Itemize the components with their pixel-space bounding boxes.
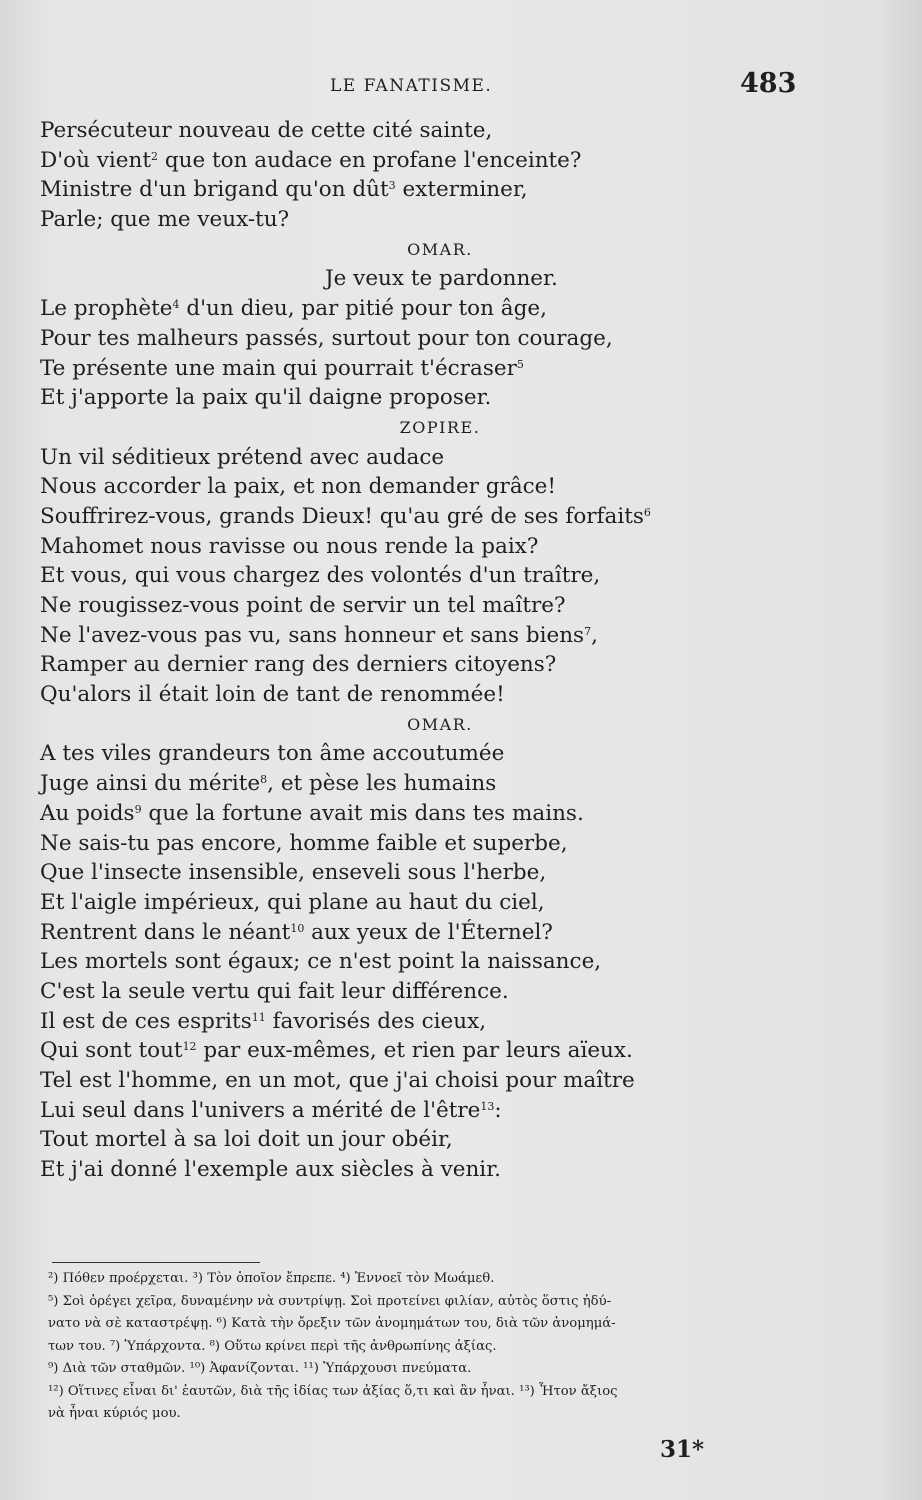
text-segment: Ne l'avez-vous pas vu, sans honneur et sans biens — [40, 622, 585, 648]
verse-text — [40, 116, 800, 1185]
text-segment: Souffrirez-vous, grands Dieux! qu'au gré de ses forfaits — [40, 503, 644, 529]
footnote-line: ²) Πόθεν προέρχεται. ³) Τὸν ὁποῖον ἔπρεπε. ⁴) Ἐννοεῖ τὸν Μωάμεθ. — [48, 1271, 495, 1286]
footnote-line: νατο νὰ σὲ καταστρέψῃ. ⁶) Κατὰ τὴν ὄρεξιν τῶν ἀνομημάτων του, διὰ τῶν ἀνομημά- — [48, 1316, 616, 1331]
text-segment: Que l'insecte insensible, enseveli sous l'herbe, — [40, 860, 547, 886]
footnote-ref: 13 — [480, 1099, 495, 1113]
speaker-name — [40, 710, 800, 740]
text-segment: , — [591, 622, 598, 648]
verse-line — [40, 1155, 800, 1185]
footnote-ref: 6 — [643, 505, 651, 519]
text-segment: Et l'aigle impérieux, qui plane au haut du ciel, — [40, 889, 545, 915]
verse-line — [40, 918, 800, 948]
text-segment: Nous accorder la paix, et non demander grâce! — [40, 474, 557, 500]
text-segment: Et j'apporte la paix qu'il daigne proposer. — [40, 385, 492, 411]
text-segment: exterminer, — [395, 177, 528, 203]
running-title: LE FANATISME. — [330, 76, 493, 96]
text-segment: d'un dieu, par pitié pour ton âge, — [179, 296, 547, 322]
text-segment: Le prophète — [40, 296, 173, 322]
verse-line — [40, 1066, 800, 1096]
footnote-line: νὰ ἦναι κύριός μου. — [48, 1406, 181, 1421]
text-segment: Pour tes malheurs passés, surtout pour ton courage, — [40, 325, 613, 351]
footnotes — [48, 1268, 818, 1426]
text-segment: Qu'alors il était loin de tant de renommée! — [40, 682, 505, 708]
verse-line — [40, 947, 800, 977]
verse-line — [40, 324, 800, 354]
footnote-ref: 5 — [516, 357, 524, 371]
text-segment: Te présente une main qui pourrait t'écraser — [40, 355, 517, 381]
verse-line — [40, 1125, 800, 1155]
footnote-line: ⁵) Σοὶ ὀρέγει χεῖρα, δυναμένην νὰ συντρίψῃ. Σοὶ προτείνει φιλίαν, αὐτὸς ὅστις ἠδύ- — [48, 1293, 612, 1309]
text-segment: Parle; que me veux-tu? — [40, 207, 290, 233]
verse-line — [40, 354, 800, 384]
footnote-ref: 11 — [251, 1010, 266, 1024]
verse-line — [40, 888, 800, 918]
footnote-ref: 4 — [172, 298, 180, 312]
verse-line — [40, 205, 800, 235]
footnote-ref: 7 — [584, 624, 592, 638]
verse-line — [40, 502, 800, 532]
text-segment: Lui seul dans l'univers a mérité de l'être — [40, 1097, 481, 1123]
text-segment: Ministre d'un brigand qu'on dût — [40, 177, 389, 203]
footnote-ref: 2 — [151, 149, 159, 163]
text-segment: Ne sais-tu pas encore, homme faible et superbe, — [40, 830, 568, 856]
text-segment: Ramper au dernier rang des derniers citoyens? — [40, 652, 557, 678]
verse-line — [40, 146, 800, 176]
text-segment: Et vous, qui vous chargez des volontés d'un traître, — [40, 563, 601, 589]
verse-line — [40, 858, 800, 888]
verse-line — [40, 591, 800, 621]
text-segment: C'est la seule vertu qui fait leur différence. — [40, 978, 509, 1004]
verse-line — [40, 561, 800, 591]
text-segment: D'où vient — [40, 147, 152, 173]
text-segment: favorisés des cieux, — [265, 1008, 487, 1034]
text-segment: A tes viles grandeurs ton âme accoutumée — [40, 741, 505, 767]
verse-line — [40, 621, 800, 651]
verse-line — [40, 1036, 800, 1066]
verse-line — [40, 769, 800, 799]
footnote-ref: 12 — [182, 1040, 197, 1054]
text-segment: , et pèse les humains — [267, 771, 497, 797]
text-segment: Ne rougissez-vous point de servir un tel maître? — [40, 593, 566, 618]
text-segment: OMAR. — [407, 239, 473, 259]
verse-line — [40, 175, 800, 205]
page-number: 483 — [740, 68, 797, 99]
verse-line — [40, 472, 800, 502]
text-segment: aux yeux de l'Éternel? — [304, 919, 553, 945]
text-segment: Au poids — [40, 800, 135, 826]
footnote-ref: 8 — [260, 773, 268, 787]
text-segment: Il est de ces esprits — [40, 1008, 252, 1034]
verse-line — [40, 799, 800, 829]
verse-line — [40, 443, 800, 473]
speaker-name — [40, 413, 800, 443]
verse-line — [40, 739, 800, 769]
footnote-ref: 10 — [290, 921, 305, 935]
text-segment: Les mortels sont égaux; ce n'est point la naissance, — [40, 949, 602, 975]
footnote-line: ¹²) Οἵτινες εἶναι δι' ἑαυτῶν, διὰ τῆς ἰδίας των ἀξίας ὅ,τι καὶ ἂν ἦναι. ¹³) Ἦτον ἄξιος — [48, 1383, 618, 1399]
verse-line — [40, 1096, 800, 1126]
text-segment: ZOPIRE. — [399, 417, 481, 437]
verse-line — [40, 264, 800, 294]
page-header — [0, 68, 922, 108]
verse-line — [40, 294, 800, 324]
text-segment: Tout mortel à sa loi doit un jour obéir, — [40, 1127, 453, 1153]
footnote-line: των του. ⁷) Ὑπάρχοντα. ⁸) Οὕτω κρίνει περὶ τῆς ἀνθρωπίνης ἀξίας. — [48, 1338, 497, 1354]
verse-line — [40, 1007, 800, 1037]
verse-line — [40, 650, 800, 680]
text-segment: Qui sont tout — [40, 1038, 183, 1064]
text-segment: Persécuteur nouveau de cette cité sainte, — [40, 118, 493, 143]
footnote-rule — [52, 1262, 260, 1263]
footnote-line: ⁹) Διὰ τῶν σταθμῶν. ¹⁰) Ἀφανίζονται. ¹¹) Ὑπάρχουσι πνεύματα. — [48, 1361, 472, 1376]
text-segment: Tel est l'homme, en un mot, que j'ai choisi pour maître — [40, 1068, 635, 1093]
text-segment: par eux-mêmes, et rien par leurs aïeux. — [196, 1038, 633, 1064]
text-segment: Rentrent dans le néant — [40, 919, 291, 945]
verse-line — [40, 829, 800, 859]
text-segment: Je veux te pardonner. — [325, 266, 558, 292]
verse-line — [40, 116, 800, 146]
footnote-ref: 3 — [388, 179, 396, 193]
text-segment: que la fortune avait mis dans tes mains. — [141, 800, 584, 826]
signature-mark: 31* — [660, 1436, 705, 1463]
text-segment: Et j'ai donné l'exemple aux siècles à venir. — [40, 1157, 501, 1183]
verse-line — [40, 680, 800, 710]
speaker-name — [40, 235, 800, 265]
text-segment: Un vil séditieux prétend avec audace — [40, 444, 445, 470]
text-segment: Mahomet nous ravisse ou nous rende la paix? — [40, 533, 539, 559]
footnote-ref: 9 — [134, 802, 142, 816]
text-segment: que ton audace en profane l'enceinte? — [158, 147, 582, 173]
text-segment: : — [494, 1097, 502, 1123]
text-segment: OMAR. — [407, 714, 473, 734]
verse-line — [40, 977, 800, 1007]
verse-line — [40, 532, 800, 562]
verse-line — [40, 383, 800, 413]
text-segment: Juge ainsi du mérite — [40, 771, 261, 797]
